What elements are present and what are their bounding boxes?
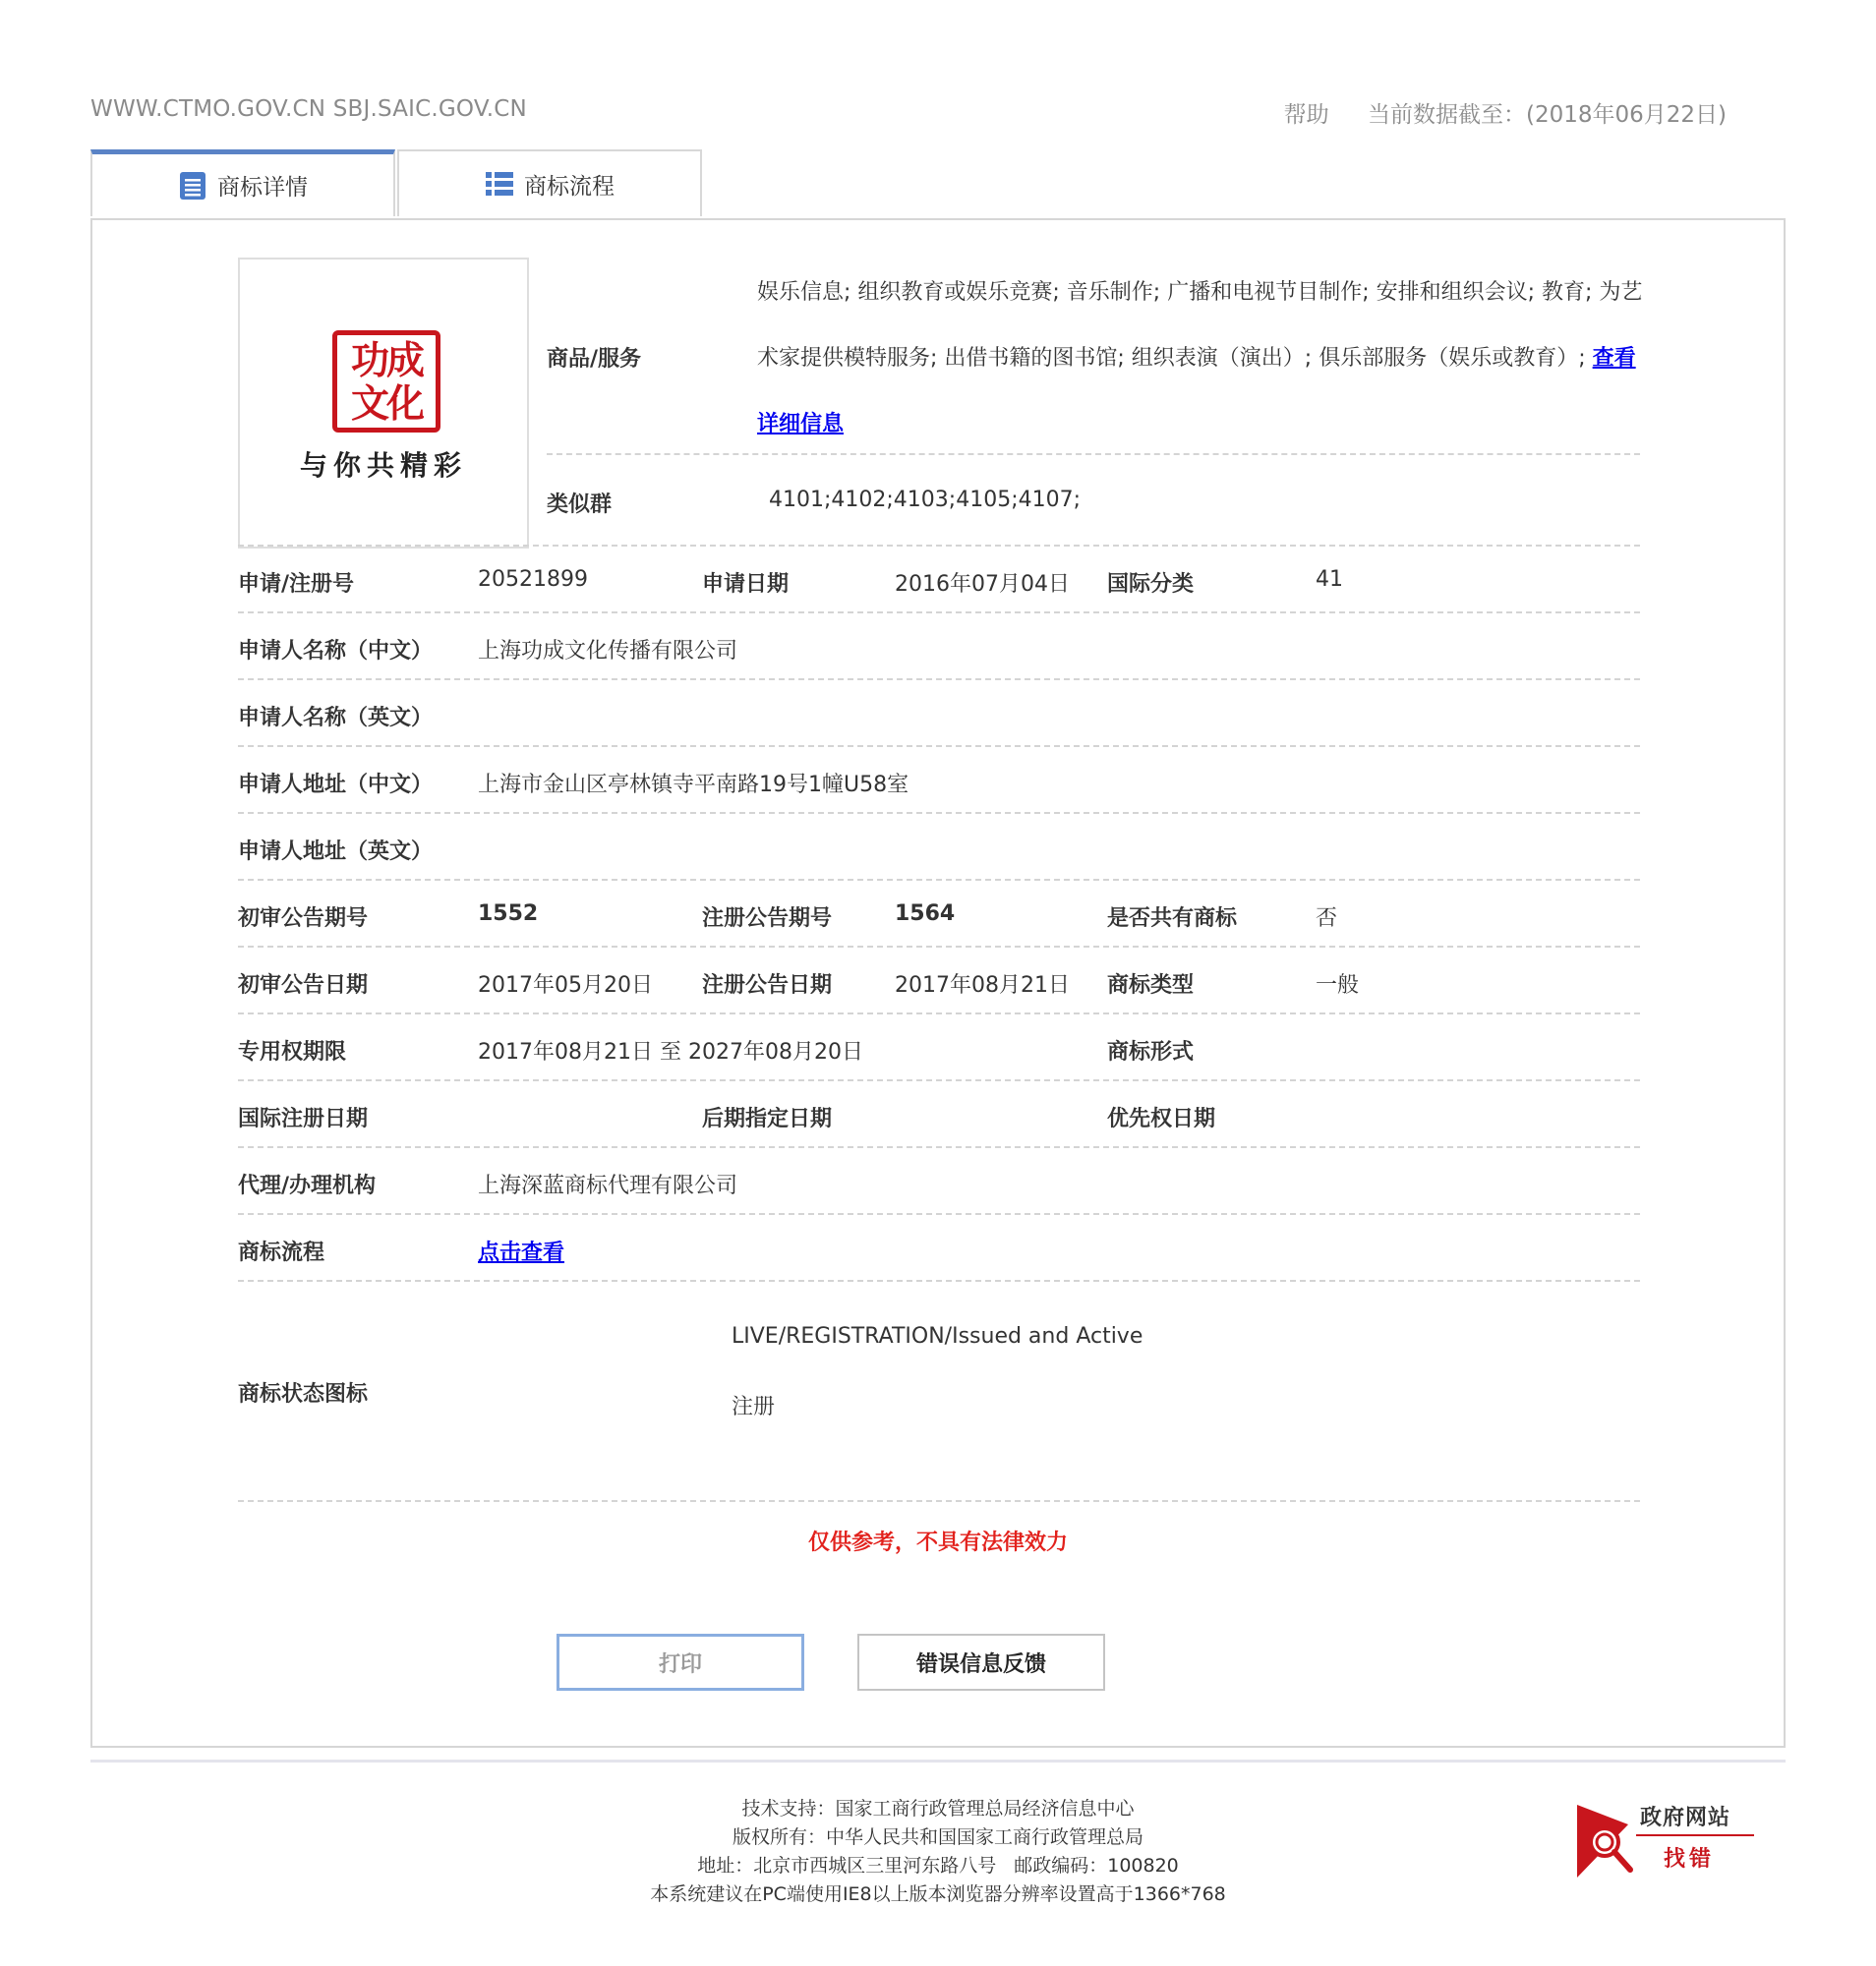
gov-badge-report: 找错 — [1664, 1847, 1716, 1872]
similar-group-value: 4101;4102;4103;4105;4107; — [769, 488, 1082, 512]
prelim-no-label: 初审公告期号 — [238, 906, 369, 931]
later-desig-label: 后期指定日期 — [702, 1107, 833, 1131]
divider — [238, 812, 1640, 814]
reg-no-label: 申请/注册号 — [238, 572, 355, 597]
document-list-icon — [178, 171, 207, 201]
process-label: 商标流程 — [238, 1241, 325, 1265]
reg-ann-no-label: 注册公告期号 — [702, 906, 833, 931]
divider — [238, 745, 1640, 747]
tm-type-label: 商标类型 — [1107, 973, 1195, 998]
divider — [238, 946, 1640, 948]
prelim-date-value: 2017年05月20日 — [478, 973, 653, 998]
app-date-value: 2016年07月04日 — [895, 572, 1070, 597]
tm-form-label: 商标形式 — [1107, 1040, 1195, 1065]
shared-value: 否 — [1316, 906, 1338, 931]
help-link[interactable]: 帮助 — [1283, 102, 1329, 128]
applicant-cn-value: 上海功成文化传播有限公司 — [478, 639, 738, 664]
intl-reg-date-label: 国际注册日期 — [238, 1107, 369, 1131]
trademark-seal — [332, 330, 440, 433]
goods-services-label: 商品/服务 — [547, 347, 642, 372]
priority-label: 优先权日期 — [1107, 1107, 1216, 1131]
data-date: 当前数据截至：(2018年06月22日) — [1367, 102, 1727, 128]
exclusive-label: 专用权期限 — [238, 1040, 347, 1065]
footer-postcode: 邮政编码：100820 — [1014, 1855, 1179, 1877]
goods-services-text: 娱乐信息; 组织教育或娱乐竞赛; 音乐制作; 广播和电视节目制作; 安排和组织会议; 教育; 为艺术家提供模特服务; 出借书籍的图书馆; 组织表演（演出）; 俱乐部服务（娱乐或教育）; — [757, 280, 1643, 371]
error-feedback-button[interactable]: 错误信息反馈 — [857, 1634, 1105, 1691]
gov-badge-divider — [1636, 1834, 1754, 1836]
divider — [547, 453, 1640, 455]
address-cn-value: 上海市金山区亭林镇寺平南路19号1幢U58室 — [478, 773, 909, 797]
intl-class-value: 41 — [1316, 567, 1343, 592]
footer-address: 地址：北京市西城区三里河东路八号 — [697, 1855, 997, 1877]
footer-divider — [90, 1760, 1786, 1763]
applicant-cn-label: 申请人名称（中文） — [238, 639, 434, 664]
seal-line-2: 文化 — [350, 381, 422, 427]
trademark-detail-panel — [90, 218, 1786, 1748]
prelim-no-value: 1552 — [478, 901, 539, 926]
agent-label: 代理/办理机构 — [238, 1174, 377, 1198]
tab-bar — [90, 149, 706, 219]
top-bar — [90, 96, 1786, 130]
similar-group-label: 类似群 — [547, 492, 613, 517]
view-details-link[interactable]: 查看详细信息 — [757, 346, 1636, 436]
tab-trademark-process[interactable] — [397, 149, 702, 216]
tab-trademark-details[interactable] — [90, 149, 395, 216]
trademark-image — [238, 258, 529, 549]
magnifier-logo-icon — [1577, 1799, 1640, 1878]
reg-ann-date-label: 注册公告日期 — [702, 973, 833, 998]
divider — [238, 545, 1640, 547]
footer-copyright: 版权所有：中华人民共和国国家工商行政管理总局 — [732, 1826, 1143, 1848]
tab-trademark-details-label: 商标详情 — [217, 175, 308, 201]
divider — [238, 1500, 1640, 1502]
divider — [238, 1146, 1640, 1148]
gov-site-error-report-badge[interactable] — [1577, 1799, 1764, 1878]
app-date-label: 申请日期 — [702, 572, 790, 597]
shared-label: 是否共有商标 — [1107, 906, 1238, 931]
reg-no-value: 20521899 — [478, 567, 588, 592]
process-view-link[interactable]: 点击查看 — [478, 1241, 565, 1265]
divider — [238, 879, 1640, 881]
intl-class-label: 国际分类 — [1107, 572, 1195, 597]
list-icon — [485, 169, 514, 199]
status-en-value: LIVE/REGISTRATION/Issued and Active — [732, 1324, 1143, 1349]
reg-ann-no-value: 1564 — [895, 901, 956, 926]
agent-value: 上海深蓝商标代理有限公司 — [478, 1174, 738, 1198]
gov-badge-title: 政府网站 — [1640, 1806, 1731, 1830]
status-label: 商标状态图标 — [238, 1382, 369, 1407]
divider — [238, 678, 1640, 680]
address-cn-label: 申请人地址（中文） — [238, 773, 434, 797]
site-urls: WWW.CTMO.GOV.CN SBJ.SAIC.GOV.CN — [90, 96, 527, 122]
prelim-date-label: 初审公告日期 — [238, 973, 369, 998]
divider — [238, 1012, 1640, 1014]
footer-browser-recommend: 本系统建议在PC端使用IE8以上版本浏览器分辨率设置高于1366*768 — [650, 1883, 1226, 1905]
trademark-slogan: 与你共精彩 — [299, 449, 467, 482]
divider — [238, 1079, 1640, 1081]
tab-trademark-process-label: 商标流程 — [524, 173, 615, 200]
tm-type-value: 一般 — [1316, 973, 1360, 998]
legal-disclaimer: 仅供参考，不具有法律效力 — [807, 1531, 1068, 1555]
goods-services-value — [757, 260, 1652, 457]
reg-ann-date-value: 2017年08月21日 — [895, 973, 1070, 998]
seal-line-1: 功成 — [350, 338, 422, 383]
status-cn-value: 注册 — [732, 1395, 776, 1419]
divider — [238, 611, 1640, 613]
applicant-en-label: 申请人名称（英文） — [238, 706, 434, 730]
top-right-info — [1284, 96, 1727, 129]
divider — [238, 1280, 1640, 1282]
exclusive-value: 2017年08月21日 至 2027年08月20日 — [478, 1040, 863, 1065]
address-en-label: 申请人地址（英文） — [238, 839, 434, 864]
footer-tech-support: 技术支持：国家工商行政管理总局经济信息中心 — [741, 1798, 1135, 1820]
divider — [238, 1213, 1640, 1215]
print-button[interactable]: 打印 — [557, 1634, 804, 1691]
